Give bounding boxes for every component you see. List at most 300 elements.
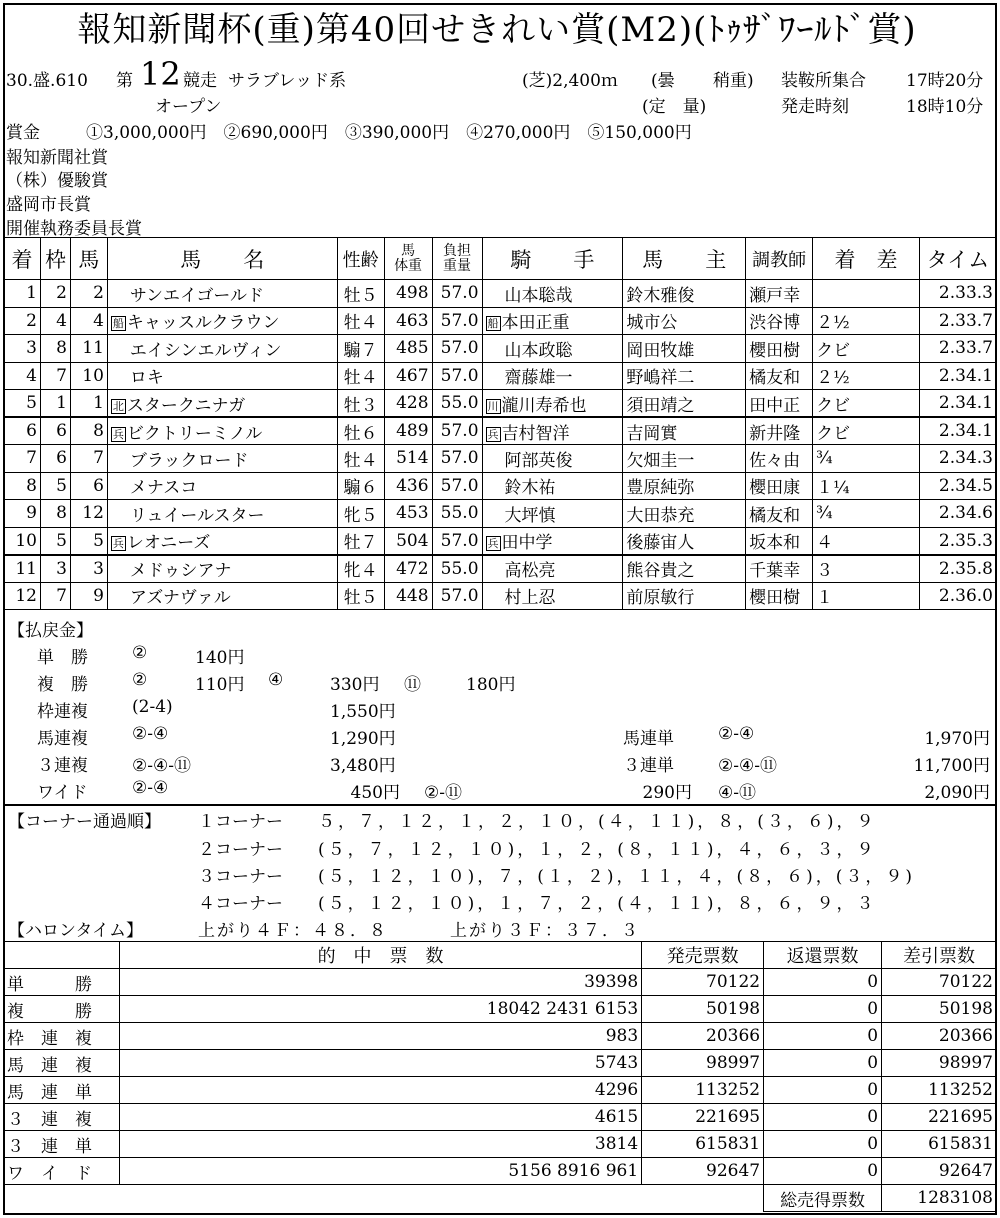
- sales-refund: 0: [764, 996, 882, 1023]
- result-trainer: 橘友和: [746, 362, 813, 390]
- result-margin: ４: [813, 527, 920, 555]
- result-trainer: 佐々由: [746, 445, 813, 473]
- sales-refund: 0: [764, 1104, 882, 1131]
- result-frame: 8: [40, 500, 70, 528]
- result-time: 2.34.1: [919, 362, 996, 390]
- sales-row: [4, 1077, 997, 1104]
- result-name-text: レオニーズ: [126, 533, 211, 553]
- sales-total-value: 1283108: [882, 1185, 997, 1212]
- fukusho-combo-1: ②: [132, 670, 148, 690]
- wide-pay-1: 450円: [350, 783, 400, 803]
- result-num: 9: [70, 582, 107, 610]
- sales-table: [3, 941, 997, 1212]
- result-name-text: ロキ: [129, 368, 164, 389]
- sales-col-refund: 返還票数: [764, 942, 882, 969]
- result-jockey: [482, 307, 623, 335]
- result-jockey: [482, 472, 623, 500]
- race-number: 12: [140, 55, 181, 93]
- result-row: [4, 445, 997, 473]
- result-owner: 豊原純弥: [623, 472, 746, 500]
- result-name: [107, 335, 337, 363]
- start-time: 18時10分: [906, 97, 984, 117]
- col-name: 馬 名: [107, 238, 337, 280]
- sales-hit: 3814: [119, 1131, 641, 1158]
- result-owner: 鈴木雅俊: [623, 280, 746, 308]
- sales-total-row: [4, 1185, 997, 1212]
- result-weight: 467: [384, 362, 432, 390]
- result-name-text: メナスコ: [129, 478, 198, 499]
- result-owner: 前原敏行: [623, 582, 746, 610]
- sales-sold: 221695: [642, 1104, 764, 1131]
- result-name: [107, 500, 337, 528]
- sales-refund: 0: [764, 1023, 882, 1050]
- result-load: 57.0: [432, 307, 482, 335]
- sales-sold: 113252: [642, 1077, 764, 1104]
- result-weight: 489: [384, 417, 432, 445]
- affiliation-mark: 川: [487, 399, 499, 413]
- result-jockey: [482, 417, 623, 445]
- last-4f: 上がり４Ｆ：４８．８: [198, 921, 388, 941]
- sales-sold: 615831: [642, 1131, 764, 1158]
- sales-sold: 98997: [642, 1050, 764, 1077]
- affiliation-mark: 船: [112, 317, 124, 331]
- result-num: 4: [70, 307, 107, 335]
- umatan-combo: ②-④: [718, 724, 755, 744]
- result-jockey-text: 山本聡哉: [504, 285, 573, 306]
- wide-label: ワイド: [37, 783, 88, 803]
- result-jockey-text: 山本政聡: [504, 340, 573, 361]
- result-name: [107, 582, 337, 610]
- result-name-text: メドゥシアナ: [129, 561, 232, 581]
- result-weight: 428: [384, 390, 432, 418]
- result-row: [4, 335, 997, 363]
- sales-refund: 0: [764, 1050, 882, 1077]
- result-time: 2.34.3: [919, 445, 996, 473]
- sales-refund: 0: [764, 1077, 882, 1104]
- result-name: [107, 527, 337, 555]
- sales-type: 馬 連 単: [4, 1077, 120, 1104]
- result-jockey: [482, 390, 623, 418]
- result-num: 5: [70, 527, 107, 555]
- result-trainer: 瀬戸幸: [746, 280, 813, 308]
- result-row: [4, 472, 997, 500]
- result-jockey: [482, 582, 623, 610]
- sales-header: [4, 942, 997, 969]
- umatan-label: 馬連単: [623, 729, 674, 749]
- result-owner: 欠畑圭一: [623, 445, 746, 473]
- result-time: 2.34.1: [919, 390, 996, 418]
- result-row: [4, 555, 997, 583]
- sales-hit: 18042 2431 6153: [119, 996, 641, 1023]
- result-frame: 5: [40, 527, 70, 555]
- sales-hit: 983: [119, 1023, 641, 1050]
- result-jockey: [482, 362, 623, 390]
- sales-refund: 0: [764, 1131, 882, 1158]
- result-num: 6: [70, 472, 107, 500]
- wakuren-combo: (2-4): [132, 697, 173, 717]
- result-rank: 12: [4, 582, 41, 610]
- sales-type: 複 勝: [4, 996, 120, 1023]
- results-body: [4, 280, 997, 610]
- result-rank: 11: [4, 555, 41, 583]
- result-num: 8: [70, 417, 107, 445]
- result-sexage: 牡５: [337, 280, 384, 308]
- result-rank: 1: [4, 280, 41, 308]
- result-frame: 2: [40, 280, 70, 308]
- result-time: 2.33.7: [919, 307, 996, 335]
- sales-row: [4, 1131, 997, 1158]
- sales-hit: 5156 8916 961: [119, 1158, 641, 1185]
- sanrenpuku-pay: 3,480円: [330, 756, 396, 776]
- sales-net: 98997: [882, 1050, 997, 1077]
- corner-2-order: (５，７，１２，１０)，１，２，(８，１１)，４，６，３，９: [318, 840, 877, 860]
- result-sexage: 牡５: [337, 582, 384, 610]
- result-name-text: サンエイゴールド: [129, 285, 265, 306]
- result-trainer: 橘友和: [746, 500, 813, 528]
- sales-col-type: [4, 942, 120, 969]
- result-weight: 463: [384, 307, 432, 335]
- breed: サラブレッド系: [228, 71, 347, 91]
- sales-hit: 4296: [119, 1077, 641, 1104]
- sales-row: [4, 1023, 997, 1050]
- sales-type: 枠 連 複: [4, 1023, 120, 1050]
- sales-sold: 20366: [642, 1023, 764, 1050]
- result-jockey: [482, 500, 623, 528]
- tansho-label: 単 勝: [37, 648, 88, 668]
- sales-net: 113252: [882, 1077, 997, 1104]
- fukusho-combo-3: ⑪: [404, 675, 421, 695]
- result-trainer: 田中正: [746, 390, 813, 418]
- wakuren-pay: 1,550円: [330, 702, 396, 722]
- result-load: 57.0: [432, 527, 482, 555]
- result-row: [4, 500, 997, 528]
- sales-body: [4, 969, 997, 1185]
- result-row: [4, 280, 997, 308]
- payout-heading: 【払戻金】: [8, 621, 93, 641]
- result-name: [107, 417, 337, 445]
- result-weight: 514: [384, 445, 432, 473]
- result-load: 57.0: [432, 472, 482, 500]
- furlong-heading: 【ハロンタイム】: [8, 921, 143, 941]
- prize-list: ①3,000,000円 ②690,000円 ③390,000円 ④270,000円 ⑤150,000円: [86, 123, 692, 143]
- sanrenpuku-label: ３連複: [37, 756, 88, 776]
- result-name: [107, 472, 337, 500]
- col-jockey: 騎 手: [482, 238, 623, 280]
- meet-code: 30.盛.610: [6, 71, 88, 91]
- sales-net: 615831: [882, 1131, 997, 1158]
- result-rank: 8: [4, 472, 41, 500]
- result-load: 57.0: [432, 582, 482, 610]
- sales-net: 221695: [882, 1104, 997, 1131]
- result-trainer: 渋谷博: [746, 307, 813, 335]
- result-margin: ¾: [813, 500, 920, 528]
- result-name-text: ブラックロード: [129, 450, 249, 471]
- result-time: 2.35.3: [919, 527, 996, 555]
- result-owner: 大田恭充: [623, 500, 746, 528]
- col-weight-l2: 体重: [394, 257, 423, 274]
- affiliation-mark: 北: [112, 399, 124, 413]
- result-jockey-text: 大坪慎: [504, 505, 556, 526]
- umatan-pay: 1,970円: [924, 729, 990, 749]
- weather: (曇: [651, 71, 675, 91]
- result-jockey-text: 阿部英俊: [504, 450, 573, 471]
- result-num: 12: [70, 500, 107, 528]
- result-sexage: 騸６: [337, 472, 384, 500]
- col-load: [432, 238, 482, 280]
- result-owner: 熊谷貴之: [623, 555, 746, 583]
- sales-row: [4, 1104, 997, 1131]
- umaren-label: 馬連複: [37, 729, 88, 749]
- result-jockey: [482, 527, 623, 555]
- result-rank: 2: [4, 307, 41, 335]
- race-class: オープン: [155, 97, 222, 117]
- affiliation-mark: 兵: [487, 427, 499, 441]
- result-load: 55.0: [432, 555, 482, 583]
- wakuren-label: 枠連複: [37, 702, 88, 722]
- fukusho-pay-1: 110円: [195, 675, 245, 695]
- result-owner: 野嶋祥二: [623, 362, 746, 390]
- result-num: 1: [70, 390, 107, 418]
- result-num: 3: [70, 555, 107, 583]
- corner-2-label: ２コーナー: [198, 840, 283, 860]
- result-jockey-text: 本田正重: [501, 313, 570, 334]
- result-time: 2.33.3: [919, 280, 996, 308]
- corner-3-label: ３コーナー: [198, 867, 283, 887]
- result-owner: 岡田牧雄: [623, 335, 746, 363]
- result-trainer: 新井隆: [746, 417, 813, 445]
- sales-net: 92647: [882, 1158, 997, 1185]
- result-num: 2: [70, 280, 107, 308]
- result-owner: 城市公: [623, 307, 746, 335]
- sales-sold: 70122: [642, 969, 764, 996]
- results-header: [4, 238, 997, 280]
- going: 稍重): [713, 71, 754, 91]
- result-sexage: 牡７: [337, 527, 384, 555]
- prize-label: 賞金: [6, 123, 40, 143]
- result-frame: 5: [40, 472, 70, 500]
- result-jockey-text: 村上忍: [504, 588, 556, 609]
- result-trainer: 櫻田康: [746, 472, 813, 500]
- result-weight: 504: [384, 527, 432, 555]
- last-3f: 上がり３Ｆ：３７．３: [450, 921, 640, 941]
- result-time: 2.34.5: [919, 472, 996, 500]
- award-3: 盛岡市長賞: [6, 195, 91, 215]
- umaren-combo: ②-④: [132, 724, 169, 744]
- start-label: 発走時刻: [781, 97, 849, 117]
- result-sexage: 牡４: [337, 445, 384, 473]
- result-margin: クビ: [813, 417, 920, 445]
- result-rank: 7: [4, 445, 41, 473]
- result-jockey-text: 田中学: [501, 533, 553, 553]
- sales-type: ３ 連 単: [4, 1131, 120, 1158]
- sales-total-label: 総売得票数: [764, 1185, 882, 1212]
- sales-net: 20366: [882, 1023, 997, 1050]
- fukusho-label: 複 勝: [37, 675, 88, 695]
- sales-col-sold: 発売票数: [642, 942, 764, 969]
- result-margin: ２½: [813, 362, 920, 390]
- result-row: [4, 527, 997, 555]
- sales-refund: 0: [764, 969, 882, 996]
- award-4: 開催執務委員長賞: [6, 219, 142, 239]
- col-time: タイム: [919, 238, 996, 280]
- col-frame: 枠: [40, 238, 70, 280]
- wide-pay-2: 290円: [642, 783, 692, 803]
- result-owner: 吉岡實: [623, 417, 746, 445]
- weight-rule: (定 量): [642, 97, 707, 117]
- result-load: 57.0: [432, 335, 482, 363]
- result-name-text: スタークニナガ: [126, 395, 246, 416]
- result-time: 2.33.7: [919, 335, 996, 363]
- result-sexage: 牡４: [337, 362, 384, 390]
- result-num: 11: [70, 335, 107, 363]
- col-weight-l1: 馬: [401, 242, 416, 259]
- award-1: 報知新聞社賞: [6, 148, 108, 168]
- result-name: [107, 307, 337, 335]
- result-num: 10: [70, 362, 107, 390]
- divider-corners: [3, 804, 997, 806]
- result-margin: [813, 280, 920, 308]
- result-rank: 10: [4, 527, 41, 555]
- sales-sold: 92647: [642, 1158, 764, 1185]
- fukusho-combo-2: ④: [268, 670, 284, 690]
- result-name-text: アズナヴァル: [129, 588, 231, 609]
- col-owner: 馬 主: [623, 238, 746, 280]
- result-margin: １¼: [813, 472, 920, 500]
- affiliation-mark: 兵: [487, 537, 499, 550]
- result-margin: １: [813, 582, 920, 610]
- result-name: [107, 362, 337, 390]
- sales-row: [4, 996, 997, 1023]
- result-jockey-text: 齋藤雄一: [504, 368, 573, 389]
- result-trainer: 櫻田樹: [746, 582, 813, 610]
- corner-4-label: ４コーナー: [198, 894, 283, 914]
- sales-net: 70122: [882, 969, 997, 996]
- result-name-text: ビクトリーミノル: [126, 423, 263, 444]
- col-load-l2: 重量: [443, 257, 472, 274]
- result-weight: 436: [384, 472, 432, 500]
- result-frame: 4: [40, 307, 70, 335]
- tansho-combo: ②: [132, 643, 148, 663]
- sales-type: 単 勝: [4, 969, 120, 996]
- result-rank: 6: [4, 417, 41, 445]
- sales-hit: 39398: [119, 969, 641, 996]
- affiliation-mark: 兵: [112, 427, 124, 441]
- wide-combo-2: ②-⑪: [424, 783, 462, 803]
- result-name: [107, 280, 337, 308]
- col-num: 馬: [70, 238, 107, 280]
- result-name-text: キャッスルクラウン: [126, 313, 280, 334]
- result-jockey: [482, 445, 623, 473]
- fukusho-pay-2: 330円: [330, 675, 380, 695]
- result-time: 2.36.0: [919, 582, 996, 610]
- result-name: [107, 555, 337, 583]
- result-row: [4, 307, 997, 335]
- fukusho-pay-3: 180円: [466, 675, 516, 695]
- result-jockey-text: 瀧川寿希也: [501, 395, 587, 416]
- sales-col-net: 差引票数: [882, 942, 997, 969]
- umaren-pay: 1,290円: [330, 729, 396, 749]
- distance: (芝)2,400ｍ: [522, 71, 618, 91]
- sales-sold: 50198: [642, 996, 764, 1023]
- result-margin: クビ: [813, 390, 920, 418]
- sales-hit: 5743: [119, 1050, 641, 1077]
- result-jockey-text: 吉村智洋: [501, 423, 570, 444]
- result-sexage: 牝５: [337, 500, 384, 528]
- sales-row: [4, 969, 997, 996]
- result-owner: 後藤宙人: [623, 527, 746, 555]
- wide-combo-3: ④-⑪: [718, 783, 756, 803]
- result-load: 57.0: [432, 362, 482, 390]
- results-table: [3, 237, 997, 610]
- result-rank: 9: [4, 500, 41, 528]
- result-frame: 6: [40, 417, 70, 445]
- col-weight: [384, 238, 432, 280]
- result-frame: 7: [40, 582, 70, 610]
- result-trainer: 坂本和: [746, 527, 813, 555]
- corner-4-order: (５，１２，１０)，１，７，２，(４，１１)，８，６，９，３: [318, 894, 877, 914]
- tansho-pay: 140円: [195, 648, 245, 668]
- result-sexage: 牡３: [337, 390, 384, 418]
- sales-row: [4, 1158, 997, 1185]
- sanrentan-pay: 11,700円: [913, 756, 990, 776]
- affiliation-mark: 船: [487, 317, 499, 331]
- result-row: [4, 390, 997, 418]
- corners-heading: 【コーナー通過順】: [8, 812, 161, 832]
- result-load: 57.0: [432, 417, 482, 445]
- sales-refund: 0: [764, 1158, 882, 1185]
- award-2: （株）優駿賞: [6, 171, 108, 191]
- result-name: [107, 390, 337, 418]
- result-name-text: リュイールスター: [129, 505, 265, 526]
- result-trainer: 櫻田樹: [746, 335, 813, 363]
- result-load: 57.0: [432, 280, 482, 308]
- sanrentan-label: ３連単: [623, 756, 674, 776]
- sanrenpuku-combo: ②-④-⑪: [132, 756, 191, 776]
- result-frame: 8: [40, 335, 70, 363]
- result-name-text: エイシンエルヴィン: [129, 340, 282, 361]
- sales-type: 馬 連 複: [4, 1050, 120, 1077]
- sanrentan-combo: ②-④-⑪: [718, 756, 777, 776]
- result-jockey: [482, 335, 623, 363]
- result-time: 2.35.8: [919, 555, 996, 583]
- result-weight: 448: [384, 582, 432, 610]
- race-title: 報知新聞杯(重)第40回せきれい賞(M2)(ﾄｩｻﾞﾜｰﾙﾄﾞ賞): [77, 10, 917, 50]
- sales-type: ワ イ ド: [4, 1158, 120, 1185]
- result-row: [4, 417, 997, 445]
- sales-hit: 4615: [119, 1104, 641, 1131]
- result-frame: 6: [40, 445, 70, 473]
- result-sexage: 牡６: [337, 417, 384, 445]
- col-margin: 着 差: [813, 238, 920, 280]
- race-prefix: 第: [116, 71, 133, 91]
- col-trainer: 調教師: [746, 238, 813, 280]
- col-rank: 着: [4, 238, 41, 280]
- result-weight: 498: [384, 280, 432, 308]
- sales-type: ３ 連 複: [4, 1104, 120, 1131]
- result-load: 55.0: [432, 390, 482, 418]
- result-rank: 5: [4, 390, 41, 418]
- wide-combo-1: ②-④: [132, 778, 169, 798]
- result-load: 55.0: [432, 500, 482, 528]
- wide-pay-3: 2,090円: [924, 783, 990, 803]
- corner-1-order: ５，７，１２，１，２，１０，(４，１１)，８，(３，６)，９: [318, 812, 877, 832]
- result-weight: 485: [384, 335, 432, 363]
- result-margin: ３: [813, 555, 920, 583]
- sales-net: 50198: [882, 996, 997, 1023]
- result-margin: ２½: [813, 307, 920, 335]
- result-time: 2.34.1: [919, 417, 996, 445]
- result-frame: 3: [40, 555, 70, 583]
